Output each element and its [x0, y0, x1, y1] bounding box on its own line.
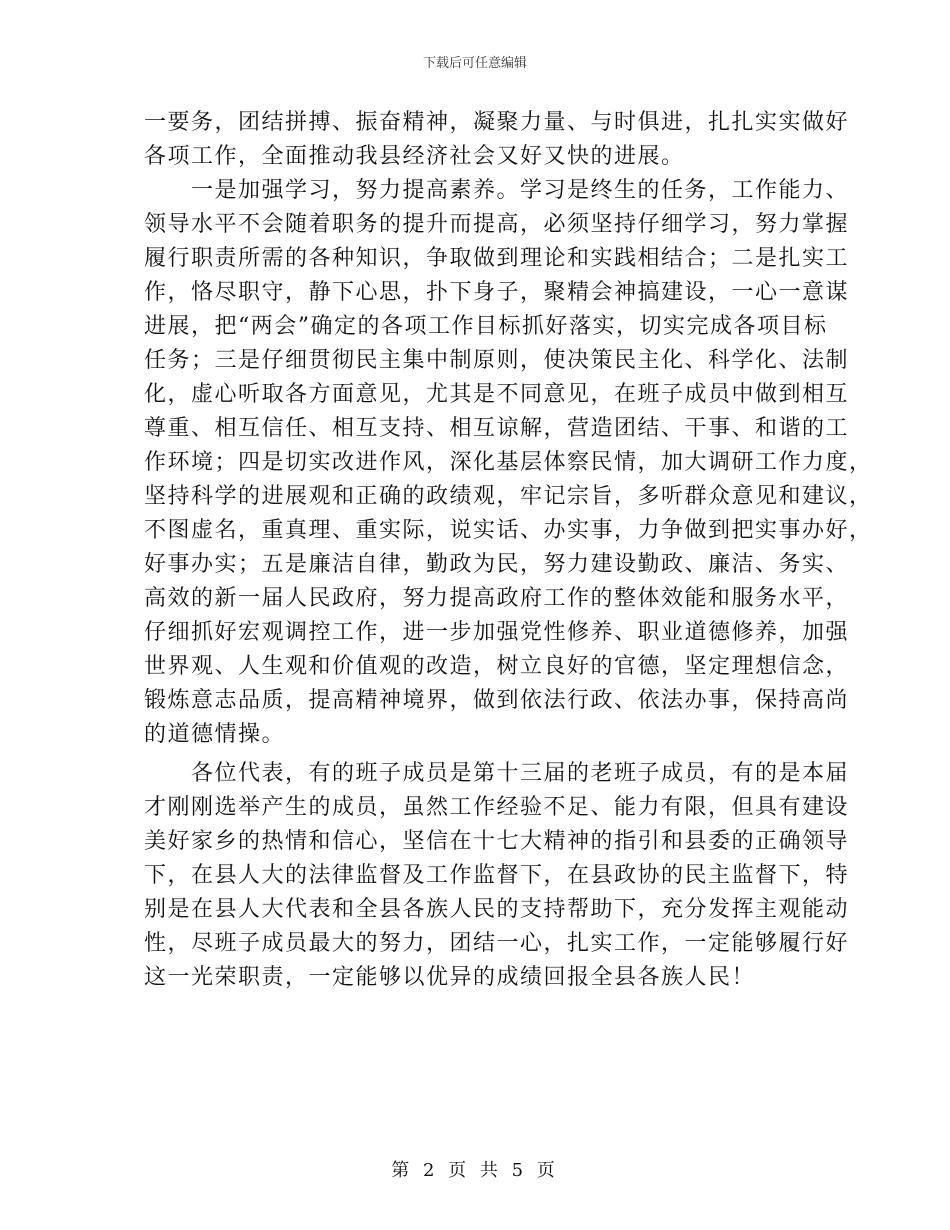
- text-line: 不图虚名，重真理、重实际，说实话、办实事，力争做到把实事办好，: [144, 518, 873, 543]
- text-line: 才刚刚选举产生的成员，虽然工作经验不足、能力有限，但具有建设: [144, 795, 850, 820]
- text-line: 作环境；四是切实改进作风，深化基层体察民情，加大调研工作力度，: [144, 450, 873, 475]
- text-line: 这一光荣职责，一定能够以优异的成绩回报全县各族人民！: [144, 965, 756, 990]
- text-line: 任务；三是仔细贯彻民主集中制原则，使决策民主化、科学化、法制: [144, 348, 850, 373]
- text-line: 领导水平不会随着职务的提升而提高，必须坚持仔细学习，努力掌握: [144, 212, 850, 237]
- text-line: 世界观、人生观和价值观的改造，树立良好的官德，坚定理想信念，: [144, 654, 850, 679]
- page-number-footer: 第 2 页 共 5 页: [391, 1160, 559, 1181]
- text-line: 一是加强学习，努力提高素养。学习是终生的任务，工作能力、: [144, 178, 850, 203]
- text-line: 一要务，团结拼搏、振奋精神，凝聚力量、与时俱进，扎扎实实做好: [144, 110, 850, 135]
- text-line: 尊重、相互信任、相互支持、相互谅解，营造团结、干事、和谐的工: [144, 416, 850, 441]
- text-line: 性，尽班子成员最大的努力，团结一心，扎实工作，一定能够履行好: [144, 931, 850, 956]
- text-line: 锻炼意志品质，提高精神境界，做到依法行政、依法办事，保持高尚: [144, 688, 850, 713]
- text-line: 履行职责所需的各种知识，争取做到理论和实践相结合；二是扎实工: [144, 246, 850, 271]
- document-body: [144, 106, 873, 995]
- text-line: 高效的新一届人民政府，努力提高政府工作的整体效能和服务水平，: [144, 586, 850, 611]
- text-line: 进展，把“两会”确定的各项工作目标抓好落实，切实完成各项目标: [144, 314, 828, 339]
- text-line: 化，虚心听取各方面意见，尤其是不同意见，在班子成员中做到相互: [144, 382, 850, 407]
- text-line: 的道德情操。: [144, 722, 286, 747]
- text-line: 下，在县人大的法律监督及工作监督下，在县政协的民主监督下，特: [144, 863, 850, 888]
- text-line: 各位代表，有的班子成员是第十三届的老班子成员，有的是本届: [144, 761, 850, 786]
- text-line: 作，恪尽职守，静下心思，扑下身子，聚精会神搞建设，一心一意谋: [144, 280, 850, 305]
- text-line: 别是在县人大代表和全县各族人民的支持帮助下，充分发挥主观能动: [144, 897, 850, 922]
- text-line: 美好家乡的热情和信心，坚信在十七大精神的指引和县委的正确领导: [144, 829, 850, 854]
- text-line: 各项工作，全面推动我县经济社会又好又快的进展。: [144, 144, 685, 169]
- page-header: 下载后可任意编辑: [422, 56, 527, 71]
- text-line: 坚持科学的进展观和正确的政绩观，牢记宗旨，多听群众意见和建议，: [144, 484, 873, 509]
- text-line: 仔细抓好宏观调控工作，进一步加强党性修养、职业道德修养，加强: [144, 620, 850, 645]
- text-line: 好事办实；五是廉洁自律，勤政为民，努力建设勤政、廉洁、务实、: [144, 552, 850, 577]
